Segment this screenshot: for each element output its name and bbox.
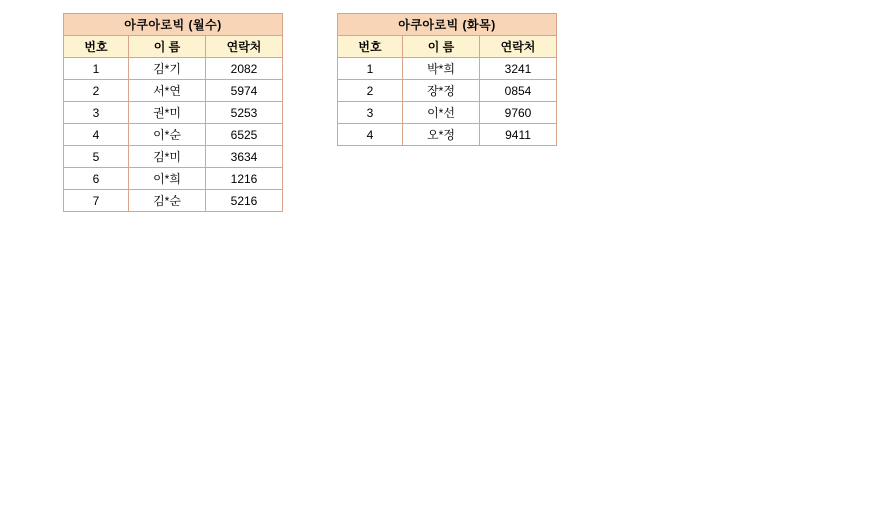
cell-name: 이*희: [129, 168, 206, 190]
cell-number: 2: [338, 80, 403, 102]
cell-name: 오*정: [403, 124, 480, 146]
column-header-number: 번호: [338, 36, 403, 58]
cell-contact: 9760: [480, 102, 557, 124]
cell-number: 4: [338, 124, 403, 146]
table-row: [64, 124, 283, 146]
cell-name: 서*연: [129, 80, 206, 102]
cell-name: 김*기: [129, 58, 206, 80]
cell-name: 이*선: [403, 102, 480, 124]
cell-number: 3: [64, 102, 129, 124]
table-row: [338, 58, 557, 80]
cell-name: 장*정: [403, 80, 480, 102]
cell-number: 6: [64, 168, 129, 190]
table-row: [64, 146, 283, 168]
cell-number: 5: [64, 146, 129, 168]
aquarobic-tue-thu-table-wrapper: [337, 13, 557, 146]
table-row: [338, 124, 557, 146]
aquarobic-mon-wed-table-wrapper: [63, 13, 283, 212]
cell-contact: 1216: [206, 168, 283, 190]
table-row: [64, 58, 283, 80]
cell-contact: 5216: [206, 190, 283, 212]
cell-number: 2: [64, 80, 129, 102]
cell-number: 1: [338, 58, 403, 80]
table-row: [64, 190, 283, 212]
cell-contact: 0854: [480, 80, 557, 102]
cell-number: 1: [64, 58, 129, 80]
cell-number: 7: [64, 190, 129, 212]
cell-contact: 3241: [480, 58, 557, 80]
table-row: [64, 168, 283, 190]
column-header-name: 이 름: [403, 36, 480, 58]
column-header-contact: 연락처: [206, 36, 283, 58]
table-row: [64, 80, 283, 102]
table-title: 아쿠아로빅 (월수): [64, 14, 283, 36]
cell-name: 김*미: [129, 146, 206, 168]
aquarobic-mon-wed-table: [63, 13, 283, 212]
cell-contact: 9411: [480, 124, 557, 146]
cell-contact: 2082: [206, 58, 283, 80]
cell-number: 3: [338, 102, 403, 124]
table-title: 아쿠아로빅 (화목): [338, 14, 557, 36]
table-header-row: [64, 36, 283, 58]
cell-contact: 5974: [206, 80, 283, 102]
cell-name: 김*순: [129, 190, 206, 212]
aquarobic-tue-thu-table: [337, 13, 557, 146]
table-header-row: [338, 36, 557, 58]
table-title-row: [338, 14, 557, 36]
column-header-number: 번호: [64, 36, 129, 58]
cell-name: 박*희: [403, 58, 480, 80]
cell-contact: 5253: [206, 102, 283, 124]
table-row: [64, 102, 283, 124]
cell-contact: 3634: [206, 146, 283, 168]
column-header-name: 이 름: [129, 36, 206, 58]
cell-contact: 6525: [206, 124, 283, 146]
cell-name: 이*순: [129, 124, 206, 146]
table-title-row: [64, 14, 283, 36]
cell-name: 권*미: [129, 102, 206, 124]
table-row: [338, 102, 557, 124]
table-row: [338, 80, 557, 102]
column-header-contact: 연락처: [480, 36, 557, 58]
cell-number: 4: [64, 124, 129, 146]
